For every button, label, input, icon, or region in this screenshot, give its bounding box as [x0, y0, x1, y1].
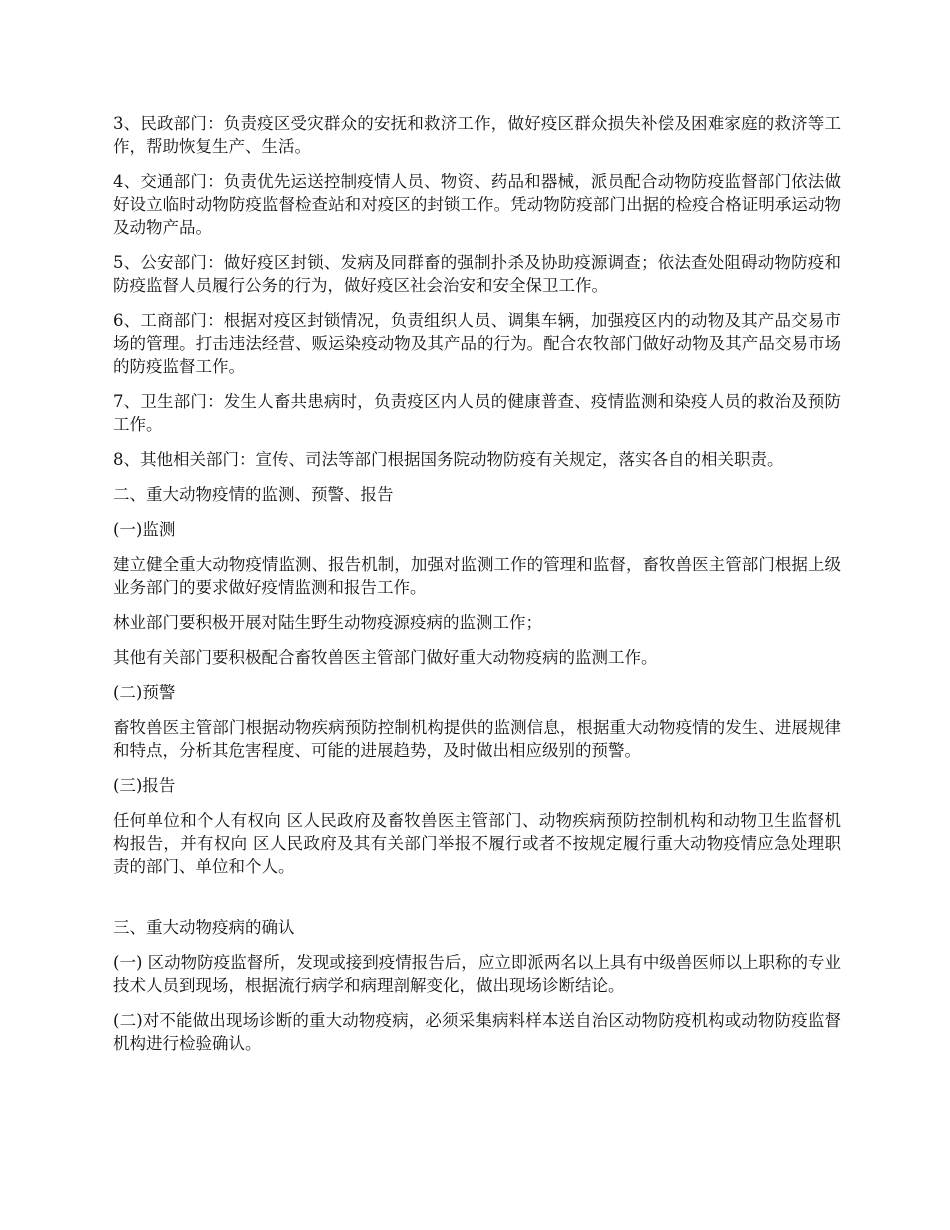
paragraph-forestry: 林业部门要积极开展对陆生野生动物疫源疫病的监测工作；	[113, 613, 542, 632]
paragraph-confirmation-onsite: (一) 区动物防疫监督所，发现或接到疫情报告后，应立即派两名以上具有中级兽医师以上职称的专业技术人员到现场，根据流行病学和病理剖解变化，做出现场诊断结论。	[113, 953, 841, 995]
paragraph-monitoring-mechanism: 建立健全重大动物疫情监测、报告机制，加强对监测工作的管理和监督，畜牧兽医主管部门根据上级业务部门的要求做好疫情监测和报告工作。	[113, 555, 841, 597]
paragraph-transport: 4、交通部门：负责优先运送控制疫情人员、物资、药品和器械，派员配合动物防疫监督部门依法做好设立临时动物防疫监督检查站和对疫区的封锁工作。凭动物防疫部门出据的检疫合格证明承运动物及动物产品。	[113, 172, 841, 237]
section-heading-monitoring: 二、重大动物疫情的监测、预警、报告	[113, 485, 394, 504]
document-body	[113, 112, 841, 1067]
section-spacer	[113, 890, 841, 916]
subheading-monitoring: (一)监测	[113, 520, 176, 539]
paragraph-public-security: 5、公安部门：做好疫区封锁、发病及同群畜的强制扑杀及协助疫源调查；依法查处阻碍动物防疫和防疫监督人员履行公务的行为，做好疫区社会治安和安全保卫工作。	[113, 253, 841, 295]
paragraph-reporting: 任何单位和个人有权向 区人民政府及畜牧兽医主管部门、动物疾病预防控制机构和动物卫生监督机构报告，并有权向 区人民政府及其有关部门举报不履行或者不按规定履行重大动物疫情应急处理职责的部门、单位和个人。	[113, 811, 841, 876]
paragraph-civil-affairs: 3、民政部门：负责疫区受灾群众的安抚和救济工作，做好疫区群众损失补偿及困难家庭的救济等工作，帮助恢复生产、生活。	[113, 114, 841, 156]
paragraph-early-warning: 畜牧兽医主管部门根据动物疾病预防控制机构提供的监测信息，根据重大动物疫情的发生、进展规律和特点，分析其危害程度、可能的进展趋势，及时做出相应级别的预警。	[113, 718, 841, 760]
paragraph-confirmation-lab: (二)对不能做出现场诊断的重大动物疫病，必须采集病料样本送自治区动物防疫机构或动物防疫监督机构进行检验确认。	[113, 1011, 841, 1053]
paragraph-other-departments: 8、其他相关部门：宣传、司法等部门根据国务院动物防疫有关规定，落实各自的相关职责。	[113, 450, 784, 469]
subheading-reporting: (三)报告	[113, 776, 176, 795]
subheading-early-warning: (二)预警	[113, 683, 176, 702]
paragraph-other-cooperation: 其他有关部门要积极配合畜牧兽医主管部门做好重大动物疫病的监测工作。	[113, 648, 658, 667]
section-heading-confirmation: 三、重大动物疫病的确认	[113, 918, 295, 937]
paragraph-health: 7、卫生部门：发生人畜共患病时，负责疫区内人员的健康普查、疫情监测和染疫人员的救治及预防工作。	[113, 392, 841, 434]
paragraph-industry-commerce: 6、工商部门：根据对疫区封锁情况，负责组织人员、调集车辆，加强疫区内的动物及其产品交易市场的管理。打击违法经营、贩运染疫动物及其产品的行为。配合农牧部门做好动物及其产品交易市场的防疫监督工作。	[113, 311, 841, 376]
